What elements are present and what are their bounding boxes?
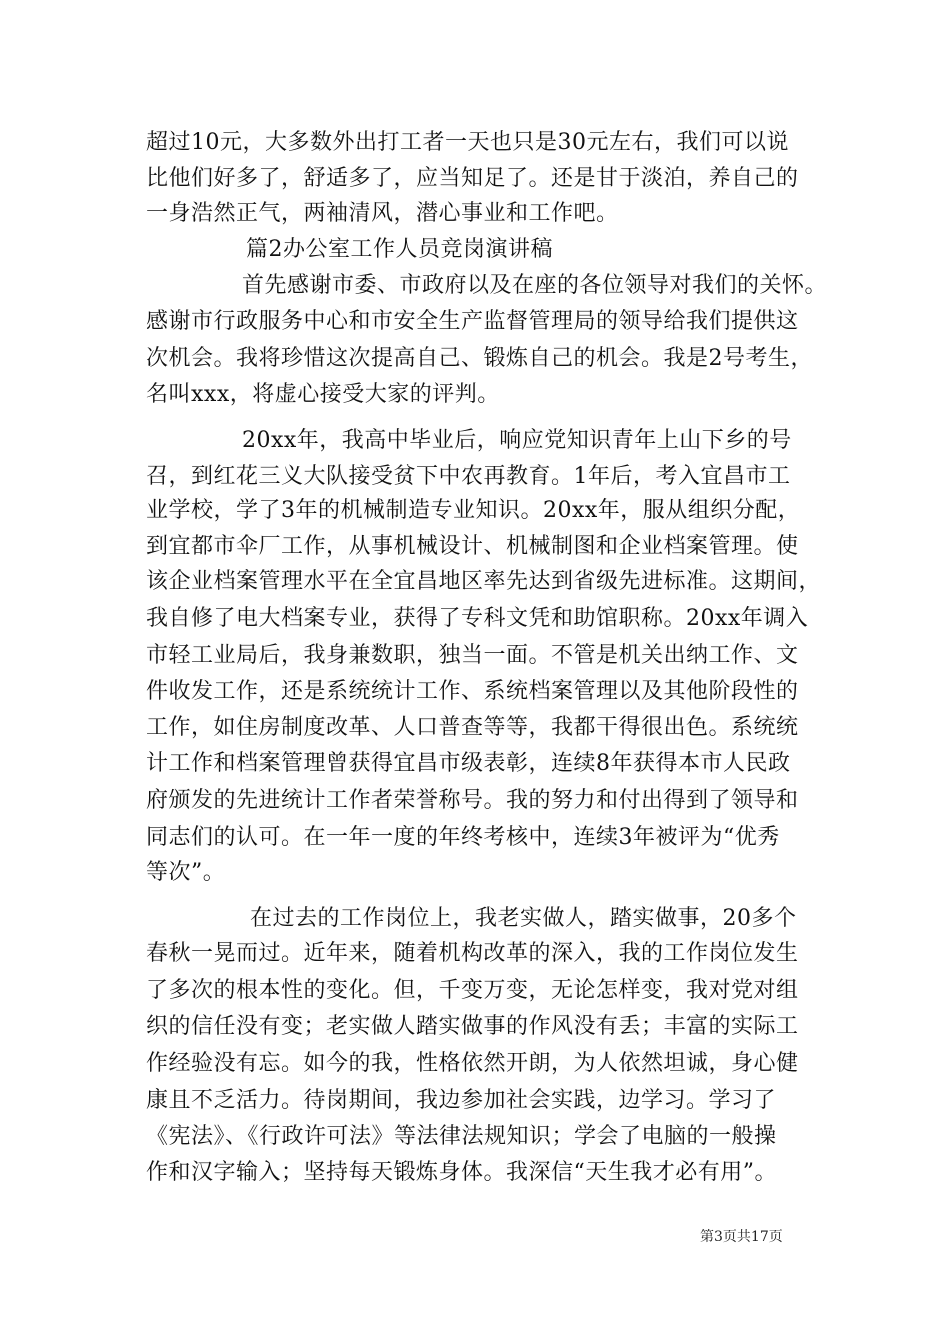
text-line: 市轻工业局后，我身兼数职，独当一面。不管是机关出纳工作、文 (146, 643, 799, 668)
text-line: 首先感谢市委、市政府以及在座的各位领导对我们的关怀。 (242, 273, 828, 298)
text-line: 比他们好多了，舒适多了，应当知足了。还是甘于淡泊，养自己的 (146, 166, 799, 191)
text-line: 了多次的根本性的变化。但，千变万变，无论怎样变，我对党对组 (146, 978, 799, 1003)
text-line: 作和汉字输入；坚持每天锻炼身体。我深信“天生我才必有用”。 (146, 1160, 777, 1185)
text-line: 等次”。 (146, 860, 226, 885)
text-line: 超过10元，大多数外出打工者一天也只是30元左右，我们可以说 (146, 130, 789, 155)
text-line: 织的信任没有变；老实做人踏实做事的作风没有丢；丰富的实际工 (146, 1014, 799, 1039)
text-line: 同志们的认可。在一年一度的年终考核中，连续3年被评为“优秀 (146, 825, 780, 850)
text-line: 作经验没有忘。如今的我，性格依然开朗，为人依然坦诚，身心健 (146, 1051, 799, 1076)
text-line: 该企业档案管理水平在全宜昌地区率先达到省级先进标准。这期间， (146, 569, 822, 594)
text-line: 业学校，学了3年的机械制造专业知识。20xx年，服从组织分配， (146, 498, 801, 523)
text-line: 工作，如住房制度改革、人口普查等等，我都干得很出色。系统统 (146, 715, 799, 740)
text-line: 次机会。我将珍惜这次提高自己、锻炼自己的机会。我是2号考生， (146, 346, 813, 371)
text-line: 到宜都市伞厂工作，从事机械设计、机械制图和企业档案管理。使 (146, 534, 799, 559)
text-line: 名叫xxx，将虚心接受大家的评判。 (146, 382, 500, 407)
text-line: 感谢市行政服务中心和市安全生产监督管理局的领导给我们提供这 (146, 309, 799, 334)
text-line: 计工作和档案管理曾获得宜昌市级表彰，连续8年获得本市人民政 (146, 751, 791, 776)
text-line: 府颁发的先进统计工作者荣誉称号。我的努力和付出得到了领导和 (146, 788, 799, 813)
text-line: 春秋一晃而过。近年来，随着机构改革的深入，我的工作岗位发生 (146, 941, 799, 966)
text-line: 召，到红花三义大队接受贫下中农再教育。1年后，考入宜昌市工 (146, 464, 791, 489)
text-line: 件收发工作，还是系统统计工作、系统档案管理以及其他阶段性的 (146, 679, 799, 704)
text-line: 在过去的工作岗位上，我老实做人，踏实做事，20多个 (250, 906, 797, 931)
text-line: 康且不乏活力。待岗期间，我边参加社会实践，边学习。学习了 (146, 1088, 777, 1113)
page-number: 第3页共17页 (700, 1229, 783, 1245)
text-line: 一身浩然正气，两袖清风，潜心事业和工作吧。 (146, 201, 619, 226)
section-heading: 篇2办公室工作人员竞岗演讲稿 (246, 237, 553, 262)
text-line: 《宪法》、《行政许可法》等法律法规知识；学会了电脑的一般操 (146, 1124, 777, 1149)
text-line: 20xx年，我高中毕业后，响应党知识青年上山下乡的号 (242, 428, 792, 453)
text-line: 我自修了电大档案专业，获得了专科文凭和助馆职称。20xx年调入 (146, 606, 809, 631)
